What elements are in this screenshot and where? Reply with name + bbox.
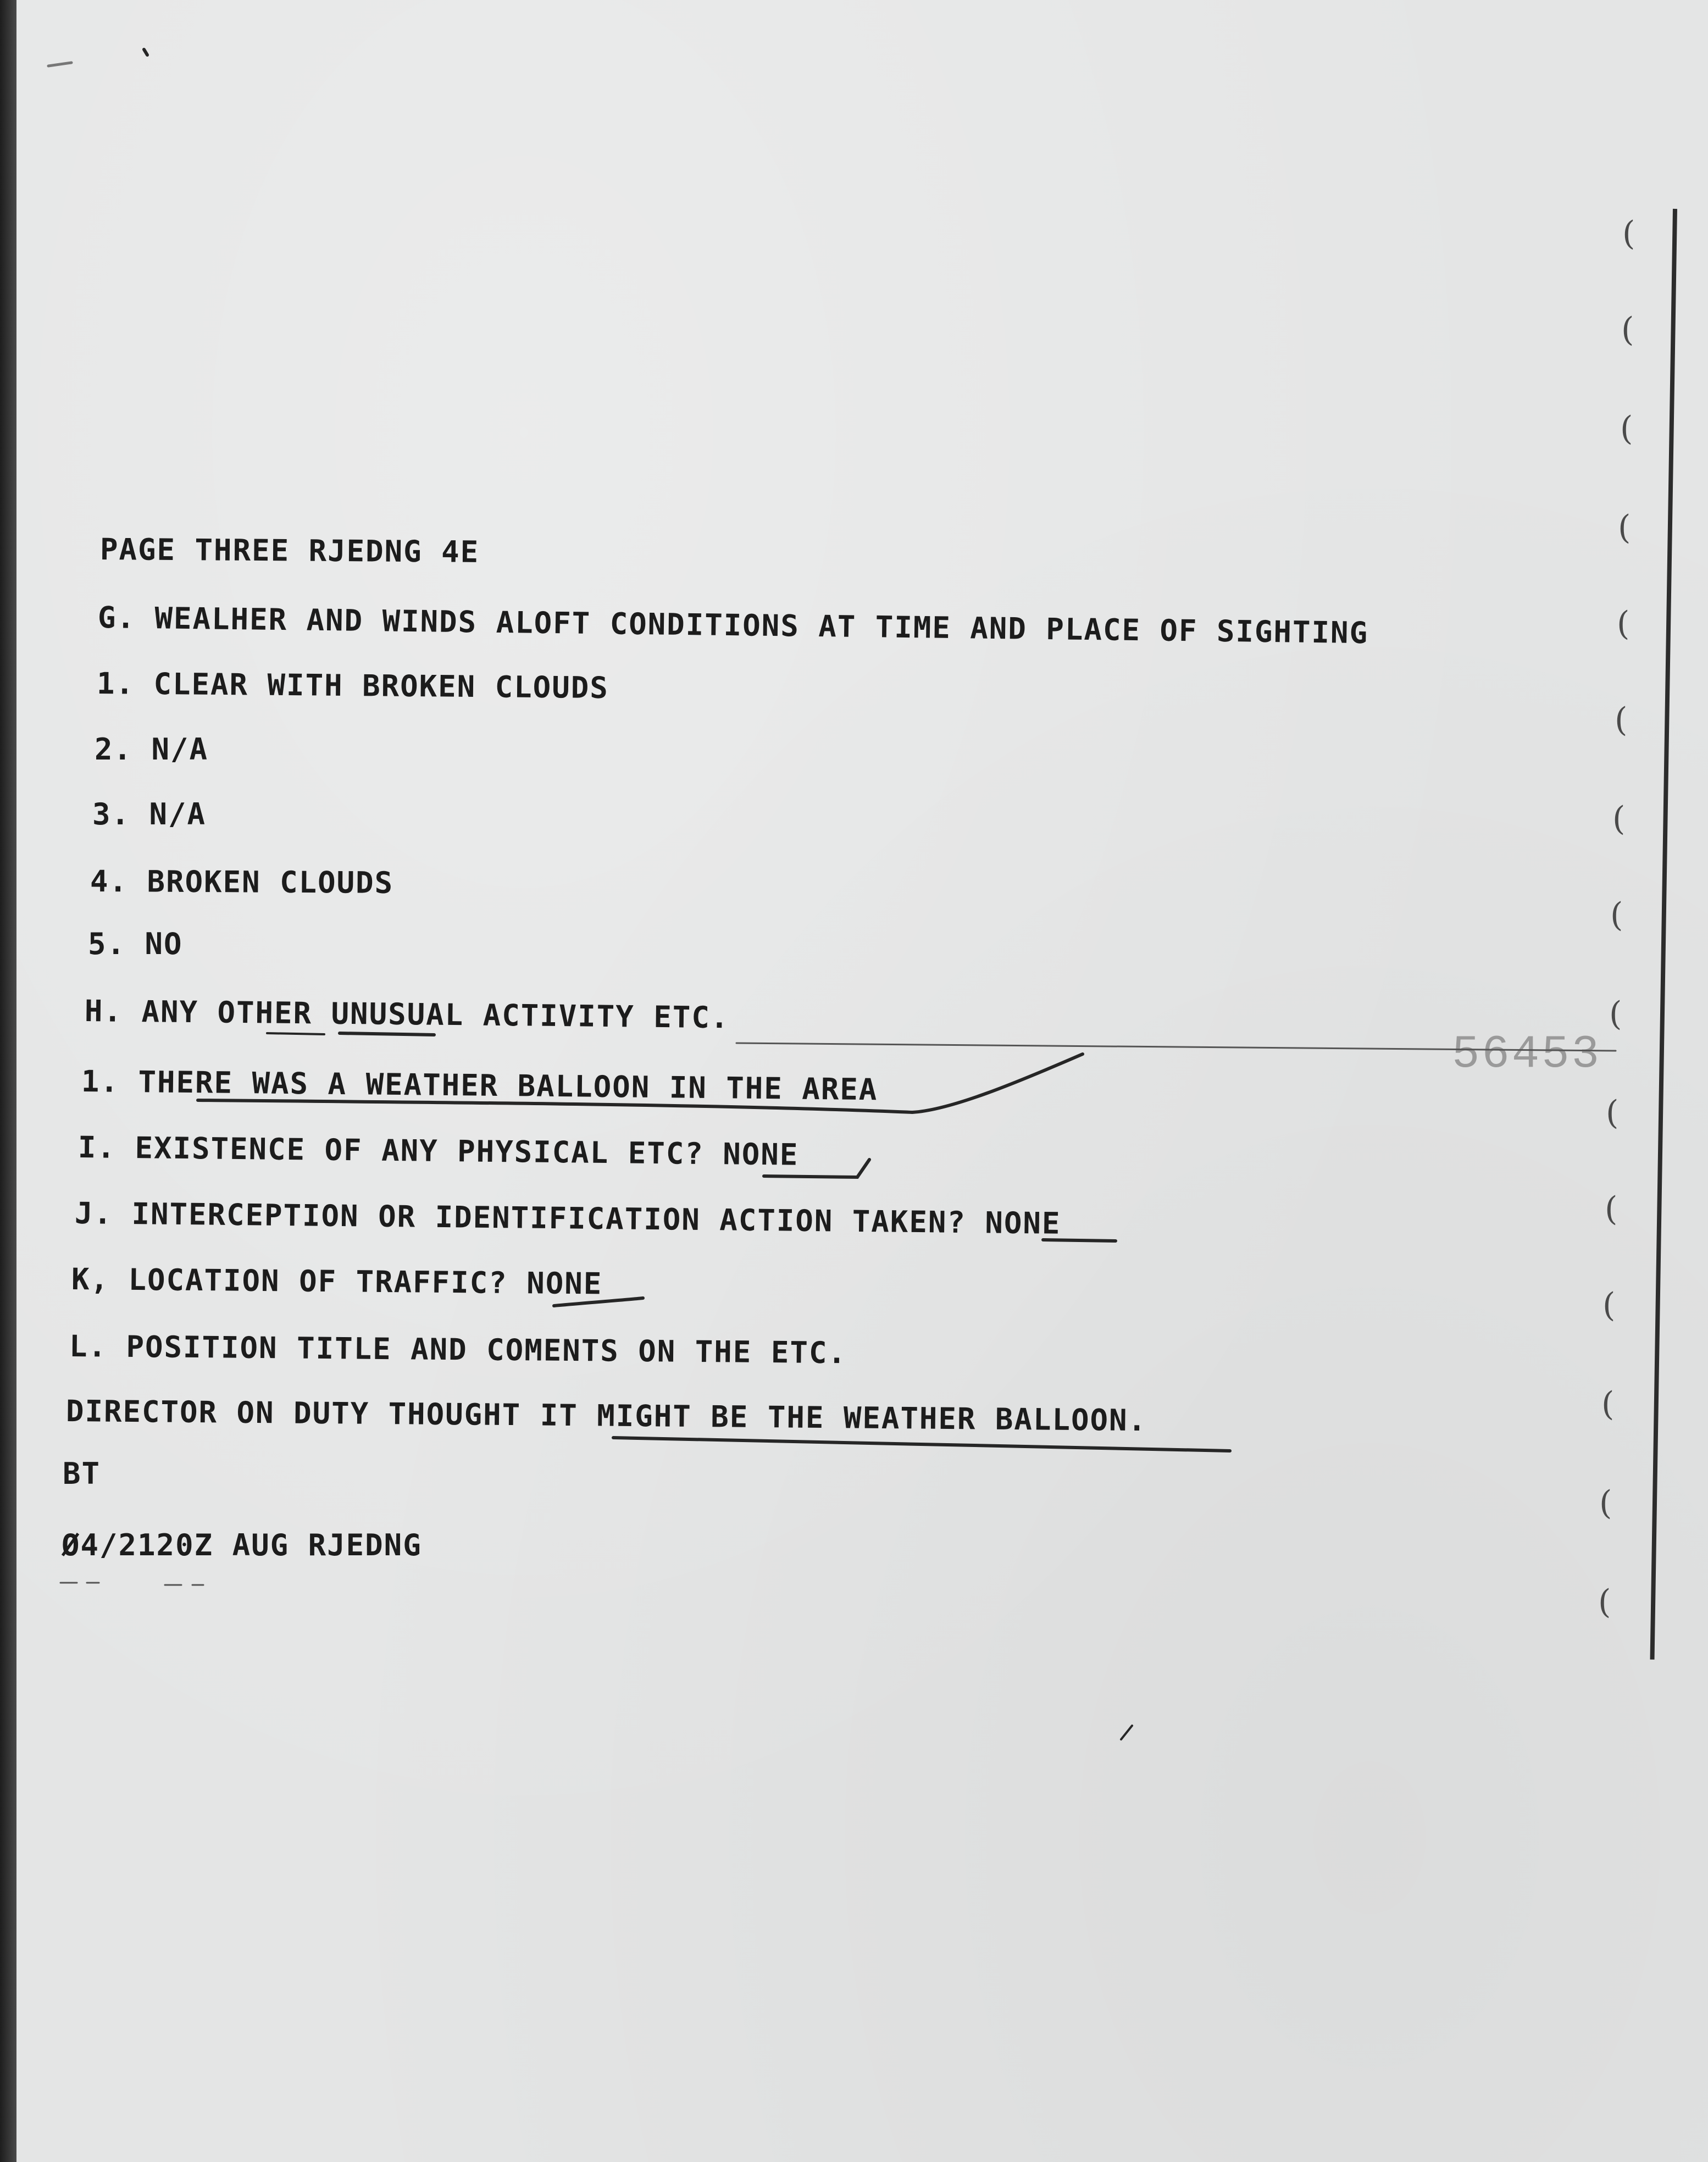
- page-header: PAGE THREE RJEDNG 4E: [99, 532, 480, 569]
- section-l: L. POSITION TITLE AND COMENTS ON THE ETC.: [69, 1329, 847, 1371]
- perforation-mark: (: [1620, 409, 1633, 448]
- perforation-mark: (: [1622, 214, 1635, 253]
- item-g-4: 4. BROKEN CLOUDS: [90, 864, 394, 900]
- section-k: K, LOCATION OF TRAFFIC? NONE: [71, 1262, 603, 1301]
- serial-number: 56453: [1452, 1029, 1602, 1081]
- section-j: J. INTERCEPTION OR IDENTIFICATION ACTION TAKEN? NONE: [74, 1196, 1061, 1241]
- section-i: I. EXISTENCE OF ANY PHYSICAL ETC? NONE: [77, 1130, 799, 1172]
- item-g-2: 2. N/A: [95, 732, 209, 767]
- item-h-1: 1. THERE WAS A WEATHER BALLOON IN THE AREA: [81, 1064, 878, 1107]
- section-h-heading: H. ANY OTHER UNUSUAL ACTIVITY ETC.: [84, 994, 730, 1035]
- perforation-mark: (: [1621, 311, 1634, 349]
- scan-edge: [0, 0, 16, 2162]
- perforation-mark: (: [1617, 605, 1630, 643]
- perforation-mark: (: [1605, 1190, 1618, 1228]
- perforation-mark: (: [1601, 1385, 1615, 1423]
- item-g-1: 1. CLEAR WITH BROKEN CLOUDS: [96, 666, 609, 706]
- item-g-3: 3. N/A: [92, 797, 207, 831]
- director-comment: DIRECTOR ON DUTY THOUGHT IT MIGHT BE THE WEATHER BALLOON.: [65, 1394, 1147, 1438]
- handwritten-underlines: [16, 0, 1708, 2162]
- perforation-mark: (: [1599, 1484, 1612, 1522]
- perforation-mark: (: [1598, 1583, 1611, 1621]
- perforation-mark: (: [1602, 1286, 1616, 1324]
- perforation-mark: (: [1610, 896, 1623, 934]
- teletype-page: [16, 0, 1708, 2162]
- item-g-5: 5. NO: [88, 927, 183, 961]
- perforation-mark: (: [1609, 995, 1622, 1033]
- date-time-group: Ø4/2120Z AUG RJEDNG: [62, 1528, 422, 1562]
- perforation-mark: (: [1612, 800, 1626, 838]
- perforation-mark: (: [1615, 701, 1628, 739]
- perforation-mark: (: [1618, 508, 1631, 547]
- perforation-mark: (: [1606, 1094, 1619, 1132]
- bt-marker: BT: [63, 1456, 101, 1491]
- section-g-heading: G. WEALHER AND WINDS ALOFT CONDITIONS AT TIME AND PLACE OF SIGHTING: [97, 600, 1369, 651]
